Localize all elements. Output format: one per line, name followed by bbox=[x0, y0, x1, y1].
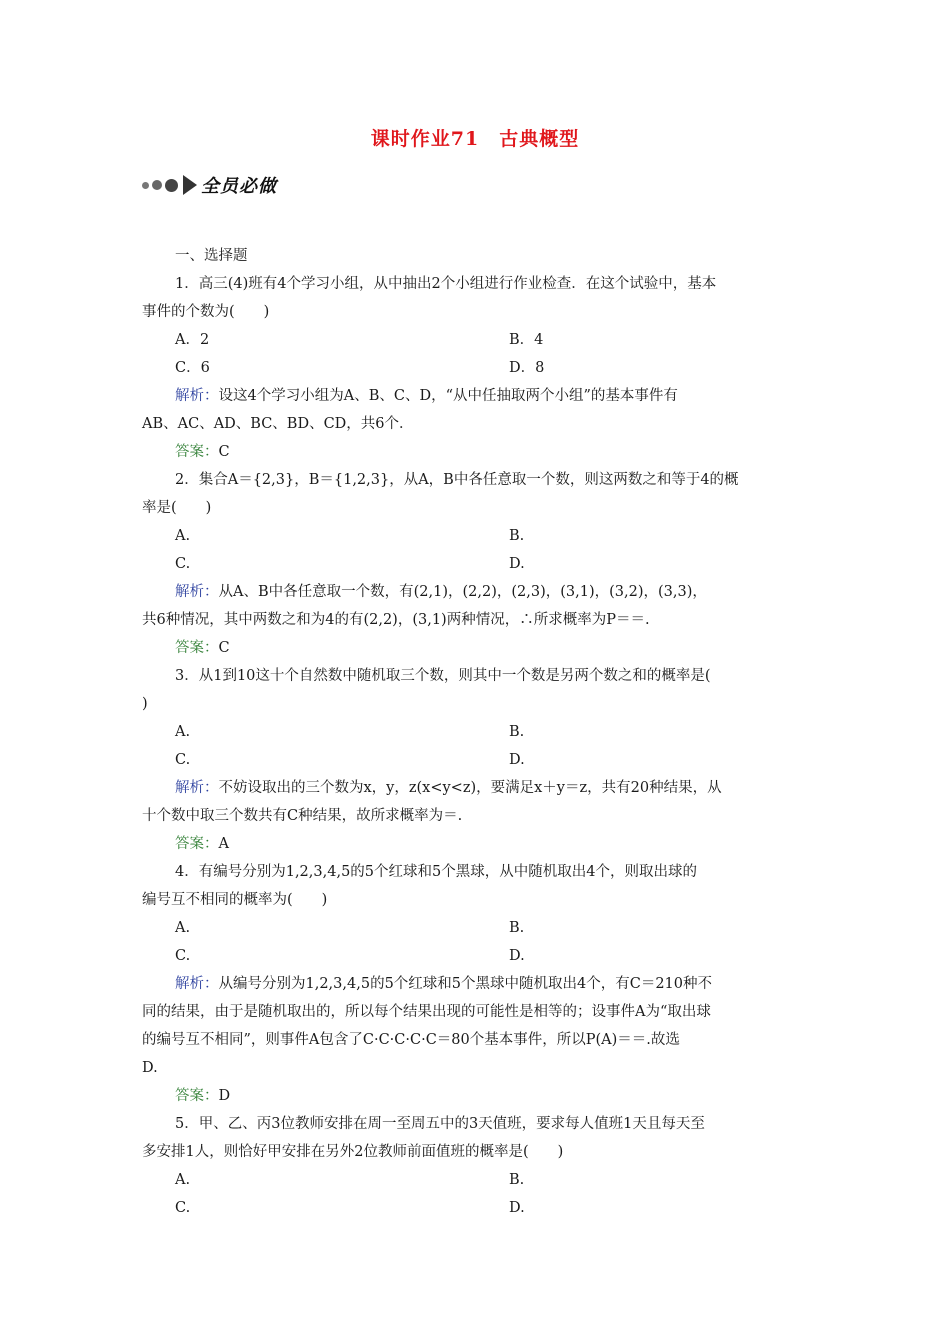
q2-option-d: D. bbox=[509, 556, 525, 572]
q4-answer bbox=[142, 1082, 810, 1110]
q1-text-line2: 事件的个数为( ) bbox=[142, 304, 270, 320]
banner-dot-medium-icon bbox=[152, 180, 162, 190]
q4-analysis-text1: 从编号分别为1,2,3,4,5的5个红球和5个黑球中随机取出4个，有C＝210种不 bbox=[218, 976, 713, 992]
q4-analysis-line4: D. bbox=[142, 1060, 158, 1076]
q2-option-b: B. bbox=[509, 528, 525, 544]
page-title: 课时作业71 古典概型 bbox=[370, 128, 580, 150]
q2-analysis-text1: 从A、B中各任意取一个数，有(2,1)，(2,2)，(2,3)，(3,1)，(3,2)，(3,3)， bbox=[218, 584, 707, 600]
q3-option-a: A. bbox=[175, 724, 191, 740]
q2-options-cd bbox=[142, 550, 810, 578]
q3-option-c: C. bbox=[175, 752, 191, 768]
q4-option-a: A. bbox=[175, 920, 191, 936]
q1-analysis-line2: AB、AC、AD、BC、BD、CD，共6个． bbox=[142, 416, 414, 432]
q5-option-a: A. bbox=[175, 1172, 191, 1188]
q3-text-line2: ) bbox=[142, 696, 148, 712]
q5-text-line2: 多安排1人，则恰好甲安排在另外2位教师前面值班的概率是( ) bbox=[142, 1144, 564, 1160]
q1-option-b: B．4 bbox=[509, 332, 544, 348]
q3-answer-value: A bbox=[218, 836, 229, 852]
q5-option-c: C. bbox=[175, 1200, 191, 1216]
analysis-label: 解析： bbox=[175, 584, 219, 600]
q1-answer bbox=[142, 438, 810, 466]
q2-answer bbox=[142, 634, 810, 662]
q1-option-d: D．8 bbox=[509, 360, 545, 376]
answer-label: 答案： bbox=[175, 640, 219, 656]
q2-text-line1: 2．集合A＝{2,3}，B＝{1,2,3}，从A，B中各任意取一个数，则这两数之和等于4的概 bbox=[175, 472, 739, 488]
q2-answer-value: C bbox=[218, 640, 230, 656]
answer-label: 答案： bbox=[175, 836, 219, 852]
q1-options-cd bbox=[142, 354, 810, 382]
banner-label: 全员必做 bbox=[201, 176, 277, 197]
section-heading: 一、选择题 bbox=[175, 248, 248, 264]
q3-analysis-line1 bbox=[142, 774, 810, 802]
q4-text-line1: 4．有编号分别为1,2,3,4,5的5个红球和5个黑球，从中随机取出4个，则取出球的 bbox=[175, 864, 697, 880]
section-banner bbox=[142, 172, 277, 198]
q2-text-line2: 率是( ) bbox=[142, 500, 212, 516]
q3-analysis-line2: 十个数中取三个数共有C种结果，故所求概率为＝. bbox=[142, 808, 463, 824]
q1-answer-value: C bbox=[218, 444, 230, 460]
q5-options-cd bbox=[142, 1194, 810, 1222]
q4-option-c: C. bbox=[175, 948, 191, 964]
answer-label: 答案： bbox=[175, 1088, 219, 1104]
q1-text-line1: 1．高三(4)班有4个学习小组，从中抽出2个小组进行作业检查．在这个试验中，基本 bbox=[175, 276, 717, 292]
q5-option-b: B. bbox=[509, 1172, 525, 1188]
q1-option-a: A．2 bbox=[175, 332, 210, 348]
q1-options-ab bbox=[142, 326, 810, 354]
q3-option-d: D. bbox=[509, 752, 525, 768]
analysis-label: 解析： bbox=[175, 780, 219, 796]
q2-option-c: C. bbox=[175, 556, 191, 572]
q4-analysis-line3: 的编号互不相同”，则事件A包含了C·C·C·C·C＝80个基本事件，所以P(A)＝＝.故选 bbox=[142, 1032, 680, 1048]
q5-options-ab bbox=[142, 1166, 810, 1194]
analysis-label: 解析： bbox=[175, 976, 219, 992]
q3-text-line1: 3．从1到10这十个自然数中随机取三个数，则其中一个数是另两个数之和的概率是( bbox=[175, 668, 711, 684]
q2-option-a: A. bbox=[175, 528, 191, 544]
q4-analysis-line1 bbox=[142, 970, 810, 998]
question-content bbox=[142, 242, 810, 1222]
q1-option-c: C．6 bbox=[175, 360, 210, 376]
q4-analysis-line2: 同的结果，由于是随机取出的，所以每个结果出现的可能性是相等的；设事件A为“取出球 bbox=[142, 1004, 711, 1020]
q2-analysis-line2: 共6种情况，其中两数之和为4的有(2,2)，(3,1)两种情况，∴所求概率为P＝＝. bbox=[142, 612, 650, 628]
answer-label: 答案： bbox=[175, 444, 219, 460]
q2-analysis-line1 bbox=[142, 578, 810, 606]
banner-arrow-icon bbox=[183, 175, 197, 195]
q1-analysis-line1 bbox=[142, 382, 810, 410]
q4-answer-value: D bbox=[218, 1088, 231, 1104]
q4-text-line2: 编号互不相同的概率为( ) bbox=[142, 892, 328, 908]
banner-dot-small-icon bbox=[142, 182, 149, 189]
analysis-label: 解析： bbox=[175, 388, 219, 404]
q3-answer bbox=[142, 830, 810, 858]
q5-option-d: D. bbox=[509, 1200, 525, 1216]
q3-options-ab bbox=[142, 718, 810, 746]
q4-options-cd bbox=[142, 942, 810, 970]
q4-option-d: D. bbox=[509, 948, 525, 964]
q4-option-b: B. bbox=[509, 920, 525, 936]
q3-analysis-text1: 不妨设取出的三个数为x，y，z(x<y<z)，要满足x＋y＝z，共有20种结果，从 bbox=[218, 780, 722, 796]
q3-option-b: B. bbox=[509, 724, 525, 740]
q2-options-ab bbox=[142, 522, 810, 550]
q1-analysis-text1: 设这4个学习小组为A、B、C、D，“从中任抽取两个小组”的基本事件有 bbox=[218, 388, 678, 404]
banner-dot-large-icon bbox=[165, 179, 178, 192]
q5-text-line1: 5．甲、乙、丙3位教师安排在周一至周五中的3天值班，要求每人值班1天且每天至 bbox=[175, 1116, 705, 1132]
q4-options-ab bbox=[142, 914, 810, 942]
q3-options-cd bbox=[142, 746, 810, 774]
